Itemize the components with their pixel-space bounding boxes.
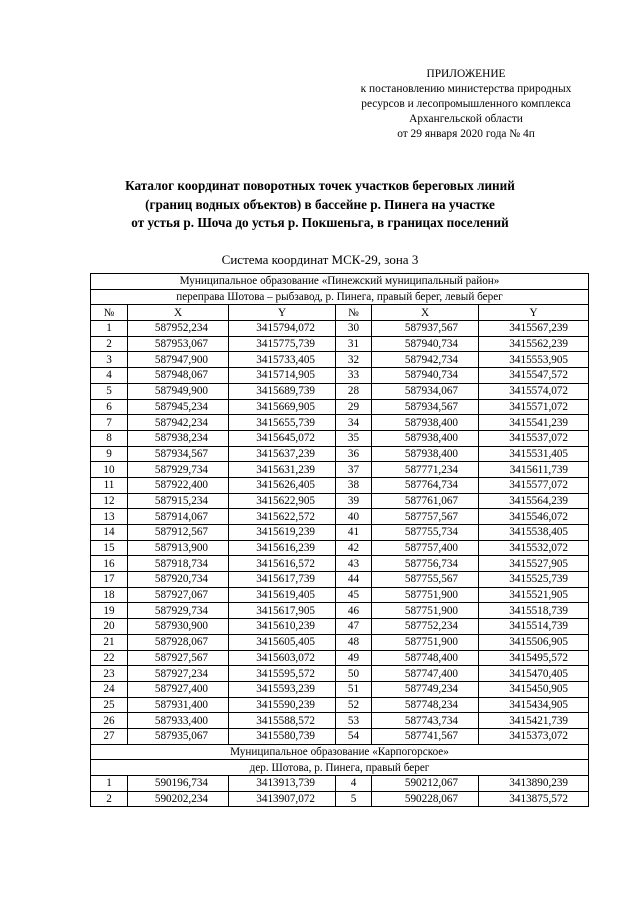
point-number-cell: 50 <box>336 666 372 682</box>
y-coordinate-cell: 3413890,239 <box>479 776 589 792</box>
x-coordinate-cell: 587748,400 <box>372 650 479 666</box>
x-coordinate-cell: 590202,234 <box>128 791 229 807</box>
y-coordinate-cell: 3415588,572 <box>229 713 336 729</box>
table-row <box>91 728 589 744</box>
y-coordinate-cell: 3415689,739 <box>229 383 336 399</box>
point-number-cell: 3 <box>91 352 128 368</box>
x-coordinate-cell: 587929,734 <box>128 603 229 619</box>
x-coordinate-cell: 587934,567 <box>128 446 229 462</box>
point-number-cell: 22 <box>91 650 128 666</box>
y-coordinate-cell: 3415733,405 <box>229 352 336 368</box>
title-line: Каталог координат поворотных точек участков береговых линий <box>125 178 515 193</box>
y-coordinate-cell: 3415514,739 <box>479 619 589 635</box>
table-row <box>91 321 589 337</box>
point-number-cell: 4 <box>91 368 128 384</box>
x-coordinate-cell: 587934,067 <box>372 383 479 399</box>
y-coordinate-cell: 3415605,405 <box>229 634 336 650</box>
x-coordinate-cell: 587935,067 <box>128 728 229 744</box>
x-coordinate-cell: 587934,567 <box>372 399 479 415</box>
x-coordinate-cell: 587927,400 <box>128 681 229 697</box>
y-coordinate-cell: 3415616,239 <box>229 540 336 556</box>
point-number-cell: 16 <box>91 556 128 572</box>
table-row <box>91 572 589 588</box>
point-number-cell: 27 <box>91 728 128 744</box>
table-row <box>91 681 589 697</box>
site-heading-row <box>91 760 589 776</box>
x-coordinate-cell: 587952,234 <box>128 321 229 337</box>
x-coordinate-cell: 587757,400 <box>372 540 479 556</box>
point-number-cell: 30 <box>336 321 372 337</box>
municipality-heading-row <box>91 744 589 760</box>
point-number-cell: 45 <box>336 587 372 603</box>
table-row <box>91 383 589 399</box>
point-number-cell: 46 <box>336 603 372 619</box>
point-number-cell: 35 <box>336 430 372 446</box>
x-coordinate-cell: 587940,734 <box>372 368 479 384</box>
y-coordinate-cell: 3415645,072 <box>229 430 336 446</box>
table-row <box>91 791 589 807</box>
x-coordinate-cell: 587755,734 <box>372 525 479 541</box>
y-coordinate-cell: 3415626,405 <box>229 477 336 493</box>
point-number-cell: 25 <box>91 697 128 713</box>
column-header: № <box>336 305 372 321</box>
y-coordinate-cell: 3415470,405 <box>479 666 589 682</box>
y-coordinate-cell: 3415525,739 <box>479 572 589 588</box>
table-row <box>91 399 589 415</box>
y-coordinate-cell: 3415574,072 <box>479 383 589 399</box>
x-coordinate-cell: 587929,734 <box>128 462 229 478</box>
appendix-line: ПРИЛОЖЕНИЕ <box>426 68 506 80</box>
x-coordinate-cell: 587928,067 <box>128 634 229 650</box>
x-coordinate-cell: 587940,734 <box>372 336 479 352</box>
table-row <box>91 352 589 368</box>
point-number-cell: 10 <box>91 462 128 478</box>
x-coordinate-cell: 587947,900 <box>128 352 229 368</box>
point-number-cell: 7 <box>91 415 128 431</box>
point-number-cell: 24 <box>91 681 128 697</box>
x-coordinate-cell: 587933,400 <box>128 713 229 729</box>
y-coordinate-cell: 3415714,905 <box>229 368 336 384</box>
point-number-cell: 47 <box>336 619 372 635</box>
point-number-cell: 36 <box>336 446 372 462</box>
point-number-cell: 52 <box>336 697 372 713</box>
coordinates-table <box>90 273 589 807</box>
x-coordinate-cell: 587942,234 <box>128 415 229 431</box>
catalog-title <box>0 177 640 233</box>
point-number-cell: 54 <box>336 728 372 744</box>
table-row <box>91 634 589 650</box>
point-number-cell: 43 <box>336 556 372 572</box>
point-number-cell: 21 <box>91 634 128 650</box>
y-coordinate-cell: 3415669,905 <box>229 399 336 415</box>
point-number-cell: 11 <box>91 477 128 493</box>
point-number-cell: 31 <box>336 336 372 352</box>
table-row <box>91 336 589 352</box>
point-number-cell: 49 <box>336 650 372 666</box>
x-coordinate-cell: 587749,234 <box>372 681 479 697</box>
y-coordinate-cell: 3415546,072 <box>479 509 589 525</box>
y-coordinate-cell: 3415593,239 <box>229 681 336 697</box>
column-header-row <box>91 305 589 321</box>
y-coordinate-cell: 3415580,739 <box>229 728 336 744</box>
column-header: № <box>91 305 128 321</box>
x-coordinate-cell: 587927,234 <box>128 666 229 682</box>
x-coordinate-cell: 587913,900 <box>128 540 229 556</box>
x-coordinate-cell: 587914,067 <box>128 509 229 525</box>
appendix-block <box>318 67 614 142</box>
x-coordinate-cell: 590196,734 <box>128 776 229 792</box>
table-row <box>91 556 589 572</box>
point-number-cell: 33 <box>336 368 372 384</box>
x-coordinate-cell: 587938,234 <box>128 430 229 446</box>
x-coordinate-cell: 587937,567 <box>372 321 479 337</box>
x-coordinate-cell: 587915,234 <box>128 493 229 509</box>
coordinate-system-caption: Система координат МСК-29, зона 3 <box>221 252 419 267</box>
point-number-cell: 53 <box>336 713 372 729</box>
x-coordinate-cell: 587757,567 <box>372 509 479 525</box>
table-row <box>91 650 589 666</box>
y-coordinate-cell: 3415537,072 <box>479 430 589 446</box>
x-coordinate-cell: 587930,900 <box>128 619 229 635</box>
x-coordinate-cell: 587751,900 <box>372 587 479 603</box>
x-coordinate-cell: 587912,567 <box>128 525 229 541</box>
point-number-cell: 6 <box>91 399 128 415</box>
table-row <box>91 415 589 431</box>
point-number-cell: 19 <box>91 603 128 619</box>
point-number-cell: 39 <box>336 493 372 509</box>
table-row <box>91 776 589 792</box>
y-coordinate-cell: 3415521,905 <box>479 587 589 603</box>
y-coordinate-cell: 3413875,572 <box>479 791 589 807</box>
y-coordinate-cell: 3415619,405 <box>229 587 336 603</box>
appendix-line: Архангельской области <box>409 113 523 125</box>
point-number-cell: 13 <box>91 509 128 525</box>
table-row <box>91 462 589 478</box>
point-number-cell: 26 <box>91 713 128 729</box>
table-row <box>91 477 589 493</box>
x-coordinate-cell: 587927,567 <box>128 650 229 666</box>
column-header: X <box>128 305 229 321</box>
y-coordinate-cell: 3415538,405 <box>479 525 589 541</box>
point-number-cell: 9 <box>91 446 128 462</box>
y-coordinate-cell: 3415553,905 <box>479 352 589 368</box>
point-number-cell: 37 <box>336 462 372 478</box>
y-coordinate-cell: 3415655,739 <box>229 415 336 431</box>
x-coordinate-cell: 587922,400 <box>128 477 229 493</box>
y-coordinate-cell: 3415590,239 <box>229 697 336 713</box>
point-number-cell: 17 <box>91 572 128 588</box>
point-number-cell: 2 <box>91 336 128 352</box>
y-coordinate-cell: 3415617,905 <box>229 603 336 619</box>
site-heading: переправа Шотова – рыбзавод, р. Пинега, правый берег, левый берег <box>91 289 589 305</box>
x-coordinate-cell: 587748,234 <box>372 697 479 713</box>
site-heading: дер. Шотова, р. Пинега, правый берег <box>91 760 589 776</box>
point-number-cell: 14 <box>91 525 128 541</box>
x-coordinate-cell: 587764,734 <box>372 477 479 493</box>
point-number-cell: 5 <box>336 791 372 807</box>
y-coordinate-cell: 3415775,739 <box>229 336 336 352</box>
title-line: от устья р. Шоча до устья р. Покшеньга, в границах поселений <box>131 215 509 230</box>
y-coordinate-cell: 3415373,072 <box>479 728 589 744</box>
y-coordinate-cell: 3415619,239 <box>229 525 336 541</box>
y-coordinate-cell: 3415518,739 <box>479 603 589 619</box>
point-number-cell: 12 <box>91 493 128 509</box>
table-row <box>91 619 589 635</box>
x-coordinate-cell: 587751,900 <box>372 634 479 650</box>
table-row <box>91 509 589 525</box>
point-number-cell: 1 <box>91 321 128 337</box>
x-coordinate-cell: 587747,400 <box>372 666 479 682</box>
y-coordinate-cell: 3415421,739 <box>479 713 589 729</box>
y-coordinate-cell: 3415622,572 <box>229 509 336 525</box>
point-number-cell: 29 <box>336 399 372 415</box>
x-coordinate-cell: 587743,734 <box>372 713 479 729</box>
appendix-line: от 29 января 2020 года № 4п <box>397 128 535 140</box>
column-header: Y <box>229 305 336 321</box>
y-coordinate-cell: 3415603,072 <box>229 650 336 666</box>
x-coordinate-cell: 587938,400 <box>372 430 479 446</box>
x-coordinate-cell: 587755,567 <box>372 572 479 588</box>
y-coordinate-cell: 3415506,905 <box>479 634 589 650</box>
point-number-cell: 18 <box>91 587 128 603</box>
point-number-cell: 23 <box>91 666 128 682</box>
municipality-heading: Муниципальное образование «Пинежский муниципальный район» <box>91 274 589 290</box>
x-coordinate-cell: 587761,067 <box>372 493 479 509</box>
point-number-cell: 20 <box>91 619 128 635</box>
y-coordinate-cell: 3415547,572 <box>479 368 589 384</box>
y-coordinate-cell: 3415611,739 <box>479 462 589 478</box>
y-coordinate-cell: 3415531,405 <box>479 446 589 462</box>
point-number-cell: 51 <box>336 681 372 697</box>
x-coordinate-cell: 587953,067 <box>128 336 229 352</box>
point-number-cell: 28 <box>336 383 372 399</box>
point-number-cell: 34 <box>336 415 372 431</box>
point-number-cell: 48 <box>336 634 372 650</box>
x-coordinate-cell: 587942,734 <box>372 352 479 368</box>
table-row <box>91 446 589 462</box>
x-coordinate-cell: 587927,067 <box>128 587 229 603</box>
y-coordinate-cell: 3413913,739 <box>229 776 336 792</box>
x-coordinate-cell: 587938,400 <box>372 446 479 462</box>
y-coordinate-cell: 3415434,905 <box>479 697 589 713</box>
y-coordinate-cell: 3415794,072 <box>229 321 336 337</box>
point-number-cell: 38 <box>336 477 372 493</box>
x-coordinate-cell: 587931,400 <box>128 697 229 713</box>
point-number-cell: 15 <box>91 540 128 556</box>
y-coordinate-cell: 3415450,905 <box>479 681 589 697</box>
column-header: Y <box>479 305 589 321</box>
y-coordinate-cell: 3415631,239 <box>229 462 336 478</box>
x-coordinate-cell: 587918,734 <box>128 556 229 572</box>
column-header: X <box>372 305 479 321</box>
y-coordinate-cell: 3415532,072 <box>479 540 589 556</box>
x-coordinate-cell: 587948,067 <box>128 368 229 384</box>
y-coordinate-cell: 3415610,239 <box>229 619 336 635</box>
site-heading-row <box>91 289 589 305</box>
appendix-line: к постановлению министерства природных <box>360 83 572 95</box>
x-coordinate-cell: 587751,900 <box>372 603 479 619</box>
point-number-cell: 2 <box>91 791 128 807</box>
table-row <box>91 540 589 556</box>
y-coordinate-cell: 3415617,739 <box>229 572 336 588</box>
title-line: (границ водных объектов) в бассейне р. Пинега на участке <box>145 196 495 212</box>
point-number-cell: 1 <box>91 776 128 792</box>
y-coordinate-cell: 3415541,239 <box>479 415 589 431</box>
table-row <box>91 713 589 729</box>
appendix-line: ресурсов и лесопромышленного комплекса <box>361 98 571 110</box>
x-coordinate-cell: 587741,567 <box>372 728 479 744</box>
point-number-cell: 41 <box>336 525 372 541</box>
municipality-heading: Муниципальное образование «Карпогорское» <box>91 744 589 760</box>
x-coordinate-cell: 587949,900 <box>128 383 229 399</box>
table-row <box>91 666 589 682</box>
y-coordinate-cell: 3415622,905 <box>229 493 336 509</box>
point-number-cell: 4 <box>336 776 372 792</box>
table-row <box>91 603 589 619</box>
y-coordinate-cell: 3413907,072 <box>229 791 336 807</box>
x-coordinate-cell: 587938,400 <box>372 415 479 431</box>
table-row <box>91 697 589 713</box>
y-coordinate-cell: 3415637,239 <box>229 446 336 462</box>
table-row <box>91 525 589 541</box>
x-coordinate-cell: 587771,234 <box>372 462 479 478</box>
point-number-cell: 40 <box>336 509 372 525</box>
y-coordinate-cell: 3415567,239 <box>479 321 589 337</box>
municipality-heading-row <box>91 274 589 290</box>
point-number-cell: 5 <box>91 383 128 399</box>
y-coordinate-cell: 3415616,572 <box>229 556 336 572</box>
point-number-cell: 44 <box>336 572 372 588</box>
x-coordinate-cell: 587752,234 <box>372 619 479 635</box>
table-row <box>91 587 589 603</box>
y-coordinate-cell: 3415571,072 <box>479 399 589 415</box>
x-coordinate-cell: 590212,067 <box>372 776 479 792</box>
x-coordinate-cell: 587920,734 <box>128 572 229 588</box>
y-coordinate-cell: 3415527,905 <box>479 556 589 572</box>
y-coordinate-cell: 3415595,572 <box>229 666 336 682</box>
y-coordinate-cell: 3415562,239 <box>479 336 589 352</box>
point-number-cell: 8 <box>91 430 128 446</box>
y-coordinate-cell: 3415577,072 <box>479 477 589 493</box>
x-coordinate-cell: 587756,734 <box>372 556 479 572</box>
point-number-cell: 42 <box>336 540 372 556</box>
point-number-cell: 32 <box>336 352 372 368</box>
table-row <box>91 368 589 384</box>
table-row <box>91 430 589 446</box>
y-coordinate-cell: 3415495,572 <box>479 650 589 666</box>
table-row <box>91 493 589 509</box>
x-coordinate-cell: 590228,067 <box>372 791 479 807</box>
y-coordinate-cell: 3415564,239 <box>479 493 589 509</box>
x-coordinate-cell: 587945,234 <box>128 399 229 415</box>
